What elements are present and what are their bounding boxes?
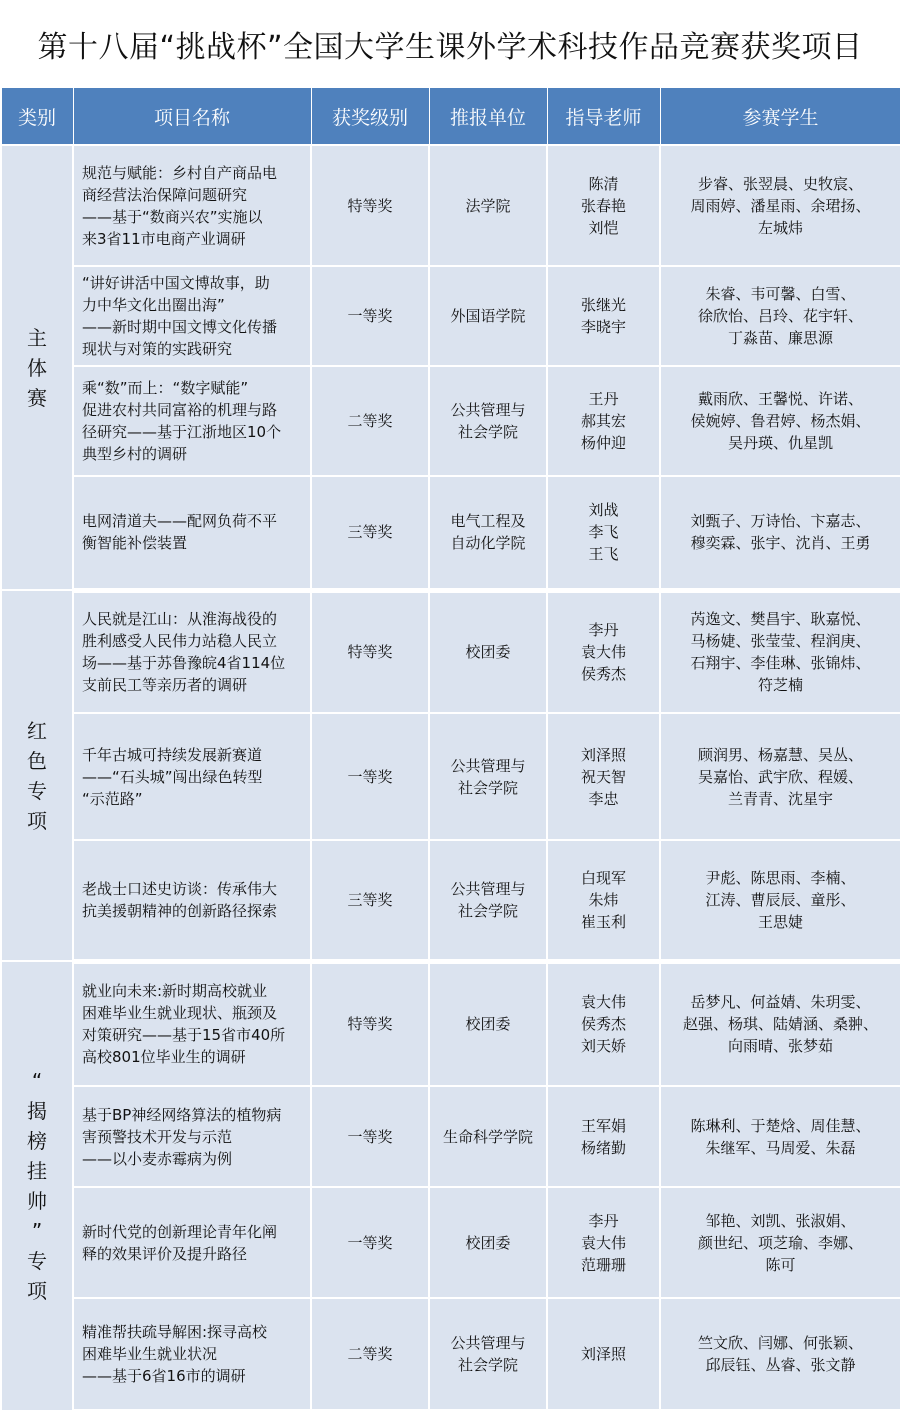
- students-cell-line: 戴雨欣、王馨悦、许诺、: [697, 390, 863, 408]
- teachers-cell-line: 刘泽照: [580, 1344, 626, 1363]
- table-row: [1, 1187, 900, 1298]
- project-name-cell-line: 抗美援朝精神的创新路径探索: [82, 901, 278, 920]
- unit-cell-line: 自动化学院: [450, 534, 526, 553]
- teachers-cell-line: 朱炜: [588, 890, 619, 909]
- students-cell-line: 江涛、曹辰辰、童彤、: [705, 890, 856, 909]
- students-cell-line: 兰青青、沈星宇: [727, 789, 833, 808]
- students-cell: [660, 590, 900, 713]
- unit-cell: [429, 1298, 547, 1411]
- teachers-cell-line: 陈清: [588, 174, 619, 193]
- project-name-cell-line: “示范路”: [82, 789, 143, 808]
- unit-cell: [429, 1086, 547, 1187]
- teachers-cell-line: 刘恺: [588, 218, 619, 237]
- students-cell-line: 吴嘉怡、武宇欣、程媛、: [697, 767, 863, 786]
- category-label-char: 红: [27, 718, 47, 743]
- students-cell-line: 周雨婷、潘星雨、余珺扬、: [690, 196, 871, 215]
- project-name-cell-line: 胜利感受人民伟力站稳人民立: [82, 632, 278, 651]
- header-unit: 推报单位: [429, 88, 547, 145]
- table-row: [1, 840, 900, 961]
- project-name-cell-line: ——以小麦赤霉病为例: [82, 1149, 233, 1168]
- award-level-cell: 特等奖: [311, 590, 429, 713]
- project-name-cell-line: 典型乡村的调研: [82, 445, 188, 463]
- unit-cell: [429, 266, 547, 366]
- teachers-cell: [547, 1086, 660, 1187]
- project-name-cell-line: 径研究——基于江浙地区10个: [82, 423, 282, 441]
- teachers-cell-line: 张继光: [580, 296, 626, 314]
- students-cell: [660, 1086, 900, 1187]
- teachers-cell-line: 李忠: [588, 789, 619, 808]
- students-cell-line: 向雨晴、张梦茹: [727, 1037, 833, 1056]
- category-label-char: 揭: [27, 1099, 47, 1123]
- unit-cell: [429, 961, 547, 1086]
- project-name-cell-line: 高校801位毕业生的调研: [82, 1048, 246, 1067]
- students-cell-line: 左城炜: [757, 218, 803, 237]
- teachers-cell-line: 王飞: [588, 545, 619, 564]
- students-cell-line: 马杨婕、张莹莹、程润庚、: [690, 632, 871, 651]
- project-name-cell-line: 基于BP神经网络算法的植物病: [82, 1105, 282, 1124]
- students-cell-line: 颜世纪、项芝瑜、李娜、: [697, 1233, 863, 1252]
- students-cell-line: 石翔宇、李佳琳、张锦炜、: [690, 654, 871, 673]
- project-name-cell-line: 千年古城可持续发展新赛道: [82, 745, 263, 764]
- teachers-cell-line: 崔玉利: [580, 912, 626, 931]
- project-name-cell-line: “讲好讲活中国文博故事，助: [82, 274, 270, 292]
- teachers-cell: [547, 366, 660, 476]
- unit-cell-line: 公共管理与: [450, 879, 526, 898]
- project-name-cell: [73, 1086, 311, 1187]
- page-title: 第十八届“挑战杯”全国大学生课外学术科技作品竞赛获奖项目: [37, 30, 863, 65]
- unit-cell: [429, 366, 547, 476]
- teachers-cell-line: 祝天智: [580, 767, 626, 786]
- category-cell: [1, 961, 73, 1411]
- students-cell: [660, 1298, 900, 1411]
- students-cell-line: 尹彪、陈思雨、李楠、: [705, 868, 856, 887]
- teachers-cell: [547, 840, 660, 961]
- project-name-cell-line: ——新时期中国文博文化传播: [82, 318, 278, 336]
- award-level-cell: 一等奖: [311, 713, 429, 840]
- category-label-char: 主: [27, 325, 47, 350]
- table-row: [1, 713, 900, 840]
- students-cell-line: 朱继军、马周爱、朱磊: [705, 1138, 856, 1157]
- project-name-cell: [73, 476, 311, 590]
- unit-cell-line: 公共管理与: [450, 756, 526, 775]
- unit-cell: [429, 476, 547, 590]
- category-label-char: 赛: [27, 385, 47, 410]
- teachers-cell-line: 李飞: [588, 523, 619, 542]
- students-cell-line: 符芝楠: [757, 676, 803, 695]
- project-name-cell-line: 害预警技术开发与示范: [82, 1127, 233, 1146]
- header-category: 类别: [1, 88, 73, 145]
- project-name-cell-line: ——“石头城”闯出绿色转型: [82, 767, 263, 786]
- teachers-cell: [547, 961, 660, 1086]
- students-cell: [660, 145, 900, 266]
- award-level-cell: 三等奖: [311, 840, 429, 961]
- teachers-cell: [547, 1187, 660, 1298]
- unit-cell-line: 法学院: [465, 196, 511, 215]
- unit-cell-line: 电气工程及: [450, 512, 526, 531]
- students-cell-line: 邱辰钰、丛睿、张文静: [705, 1355, 856, 1374]
- award-level-cell: 一等奖: [311, 1086, 429, 1187]
- students-cell-line: 顾润男、杨嘉慧、吴丛、: [697, 745, 863, 764]
- teachers-cell-line: 李丹: [588, 621, 619, 640]
- award-level-cell: 一等奖: [311, 1187, 429, 1298]
- students-cell-line: 陈琳利、于楚焓、周佳慧、: [690, 1116, 871, 1135]
- students-cell-line: 朱睿、韦可馨、白雪、: [705, 285, 856, 303]
- project-name-cell: [73, 1187, 311, 1298]
- unit-cell-line: 生命科学学院: [442, 1127, 533, 1146]
- students-cell-line: 王思婕: [757, 912, 803, 931]
- students-cell-line: 徐欣怡、吕玲、花宇轩、: [697, 307, 863, 325]
- teachers-cell-line: 袁大伟: [580, 1233, 626, 1252]
- category-label-char: 挂: [27, 1159, 47, 1183]
- teachers-cell-line: 郝其宏: [580, 412, 626, 430]
- students-cell-line: 陈可: [765, 1255, 796, 1274]
- project-name-cell: [73, 366, 311, 476]
- teachers-cell: [547, 145, 660, 266]
- teachers-cell-line: 王丹: [588, 390, 619, 408]
- project-name-cell-line: 支前民工等亲历者的调研: [82, 676, 248, 695]
- project-name-cell-line: 现状与对策的实践研究: [82, 340, 233, 358]
- teachers-cell-line: 张春艳: [580, 196, 626, 215]
- teachers-cell-line: 杨绪勤: [580, 1138, 626, 1157]
- category-label-char: 专: [27, 778, 47, 803]
- category-cell: [1, 590, 73, 961]
- teachers-cell-line: 范珊珊: [580, 1255, 626, 1274]
- category-label-char: 专: [27, 1249, 47, 1273]
- students-cell: [660, 840, 900, 961]
- unit-cell: [429, 145, 547, 266]
- award-level-cell: 三等奖: [311, 476, 429, 590]
- project-name-cell-line: ——基于“数商兴农”实施以: [82, 207, 263, 226]
- project-name-cell-line: 困难毕业生就业现状、瓶颈及: [82, 1004, 278, 1023]
- category-cell: [1, 145, 73, 590]
- teachers-cell: [547, 266, 660, 366]
- teachers-cell-line: 李丹: [588, 1211, 619, 1230]
- project-name-cell-line: 乘“数”而上：“数字赋能”: [82, 379, 249, 397]
- unit-cell-line: 社会学院: [457, 1355, 518, 1374]
- students-cell-line: 竺文欣、闫娜、何张颖、: [697, 1333, 863, 1352]
- project-name-cell-line: 困难毕业生就业状况: [82, 1344, 218, 1363]
- table-row: [1, 266, 900, 366]
- students-cell-line: 丁淼苗、廉思源: [727, 329, 833, 347]
- teachers-cell: [547, 476, 660, 590]
- header-students: 参赛学生: [660, 88, 900, 145]
- teachers-cell-line: 白现军: [580, 868, 626, 887]
- project-name-cell-line: 来3省11市电商产业调研: [82, 229, 246, 248]
- teachers-cell-line: 侯秀杰: [580, 665, 626, 684]
- project-name-cell-line: 就业向未来:新时期高校就业: [82, 982, 268, 1001]
- teachers-cell-line: 李晓宇: [580, 318, 626, 336]
- unit-cell: [429, 713, 547, 840]
- project-name-cell-line: 电网清道夫——配网负荷不平: [82, 512, 278, 531]
- project-name-cell-line: 老战士口述史访谈：传承伟大: [82, 879, 278, 898]
- teachers-cell-line: 侯秀杰: [580, 1015, 626, 1034]
- category-label-char: 帅: [27, 1189, 47, 1213]
- category-label-char: 体: [27, 355, 47, 380]
- teachers-cell: [547, 590, 660, 713]
- project-name-cell: [73, 1298, 311, 1411]
- unit-cell-line: 校团委: [465, 1015, 511, 1034]
- unit-cell-line: 社会学院: [457, 778, 518, 797]
- project-name-cell-line: 力中华文化出圈出海”: [82, 296, 225, 314]
- header-teachers: 指导老师: [547, 88, 660, 145]
- header-award-level: 获奖级别: [311, 88, 429, 145]
- project-name-cell-line: 释的效果评价及提升路径: [82, 1244, 248, 1263]
- award-level-cell: 特等奖: [311, 145, 429, 266]
- project-name-cell-line: 衡智能补偿装置: [82, 534, 188, 553]
- project-name-cell: [73, 840, 311, 961]
- project-name-cell-line: ——基于6省16市的调研: [82, 1366, 246, 1385]
- table-row: [1, 476, 900, 590]
- award-level-cell: 二等奖: [311, 1298, 429, 1411]
- students-cell: [660, 961, 900, 1086]
- teachers-cell-line: 袁大伟: [580, 643, 626, 662]
- award-level-cell: 二等奖: [311, 366, 429, 476]
- project-name-cell: [73, 266, 311, 366]
- students-cell-line: 吴丹瑛、仇星凯: [727, 434, 833, 452]
- teachers-cell-line: 刘战: [588, 501, 619, 520]
- unit-cell-line: 社会学院: [457, 423, 518, 441]
- category-label-char: 项: [27, 1279, 47, 1303]
- students-cell: [660, 366, 900, 476]
- table-header-row: [1, 88, 900, 145]
- project-name-cell-line: 新时代党的创新理论青年化阐: [82, 1222, 278, 1241]
- header-project-name: 项目名称: [73, 88, 311, 145]
- students-cell-line: 芮逸文、樊昌宇、耿嘉悦、: [690, 610, 871, 629]
- teachers-cell-line: 袁大伟: [580, 993, 626, 1012]
- award-level-cell: 一等奖: [311, 266, 429, 366]
- teachers-cell: [547, 713, 660, 840]
- project-name-cell: [73, 145, 311, 266]
- table-row: [1, 961, 900, 1086]
- students-cell-line: 穆奕霖、张宇、沈肖、王勇: [690, 534, 871, 553]
- students-cell: [660, 266, 900, 366]
- students-cell-line: 邹艳、刘凯、张淑娟、: [705, 1211, 856, 1230]
- project-name-cell: [73, 961, 311, 1086]
- teachers-cell-line: 杨仲迎: [580, 434, 626, 452]
- students-cell-line: 刘甄子、万诗怡、卞嘉志、: [690, 512, 871, 531]
- teachers-cell-line: 王军娟: [580, 1116, 626, 1135]
- teachers-cell: [547, 1298, 660, 1411]
- project-name-cell: [73, 590, 311, 713]
- unit-cell-line: 校团委: [465, 643, 511, 662]
- category-label-char: ”: [31, 1219, 43, 1243]
- unit-cell-line: 社会学院: [457, 901, 518, 920]
- table-row: [1, 366, 900, 476]
- unit-cell-line: 外国语学院: [450, 307, 526, 325]
- students-cell: [660, 1187, 900, 1298]
- project-name-cell-line: 场——基于苏鲁豫皖4省114位: [82, 654, 286, 673]
- awards-table: [0, 88, 900, 1414]
- project-name-cell-line: 规范与赋能：乡村自产商品电: [82, 163, 278, 182]
- category-label-char: “: [31, 1069, 43, 1093]
- unit-cell-line: 公共管理与: [450, 1333, 526, 1352]
- unit-cell-line: 公共管理与: [450, 401, 526, 419]
- unit-cell: [429, 590, 547, 713]
- students-cell-line: 侯婉婷、鲁君婷、杨杰娟、: [690, 412, 871, 430]
- unit-cell: [429, 1187, 547, 1298]
- teachers-cell-line: 刘天娇: [580, 1037, 626, 1056]
- table-row: [1, 1298, 900, 1411]
- category-label-char: 色: [27, 748, 47, 773]
- project-name-cell-line: 人民就是江山：从淮海战役的: [82, 610, 278, 629]
- table-row: [1, 1086, 900, 1187]
- award-level-cell: 特等奖: [311, 961, 429, 1086]
- students-cell-line: 赵强、杨琪、陆婧涵、桑翀、: [682, 1015, 878, 1034]
- students-cell-line: 步睿、张翌晨、史牧宸、: [697, 174, 863, 193]
- project-name-cell-line: 精准帮扶疏导解困:探寻高校: [82, 1322, 268, 1341]
- table-row: [1, 590, 900, 713]
- project-name-cell: [73, 713, 311, 840]
- project-name-cell-line: 促进农村共同富裕的机理与路: [82, 401, 278, 419]
- table-row: [1, 145, 900, 266]
- students-cell-line: 岳梦凡、何益婧、朱玥雯、: [690, 993, 871, 1012]
- unit-cell-line: 校团委: [465, 1233, 511, 1252]
- category-label-char: 项: [27, 808, 47, 833]
- project-name-cell-line: 商经营法治保障问题研究: [82, 185, 248, 204]
- students-cell: [660, 476, 900, 590]
- project-name-cell-line: 对策研究——基于15省市40所: [82, 1026, 286, 1045]
- category-label-char: 榜: [27, 1129, 47, 1153]
- unit-cell: [429, 840, 547, 961]
- students-cell: [660, 713, 900, 840]
- teachers-cell-line: 刘泽照: [580, 745, 626, 764]
